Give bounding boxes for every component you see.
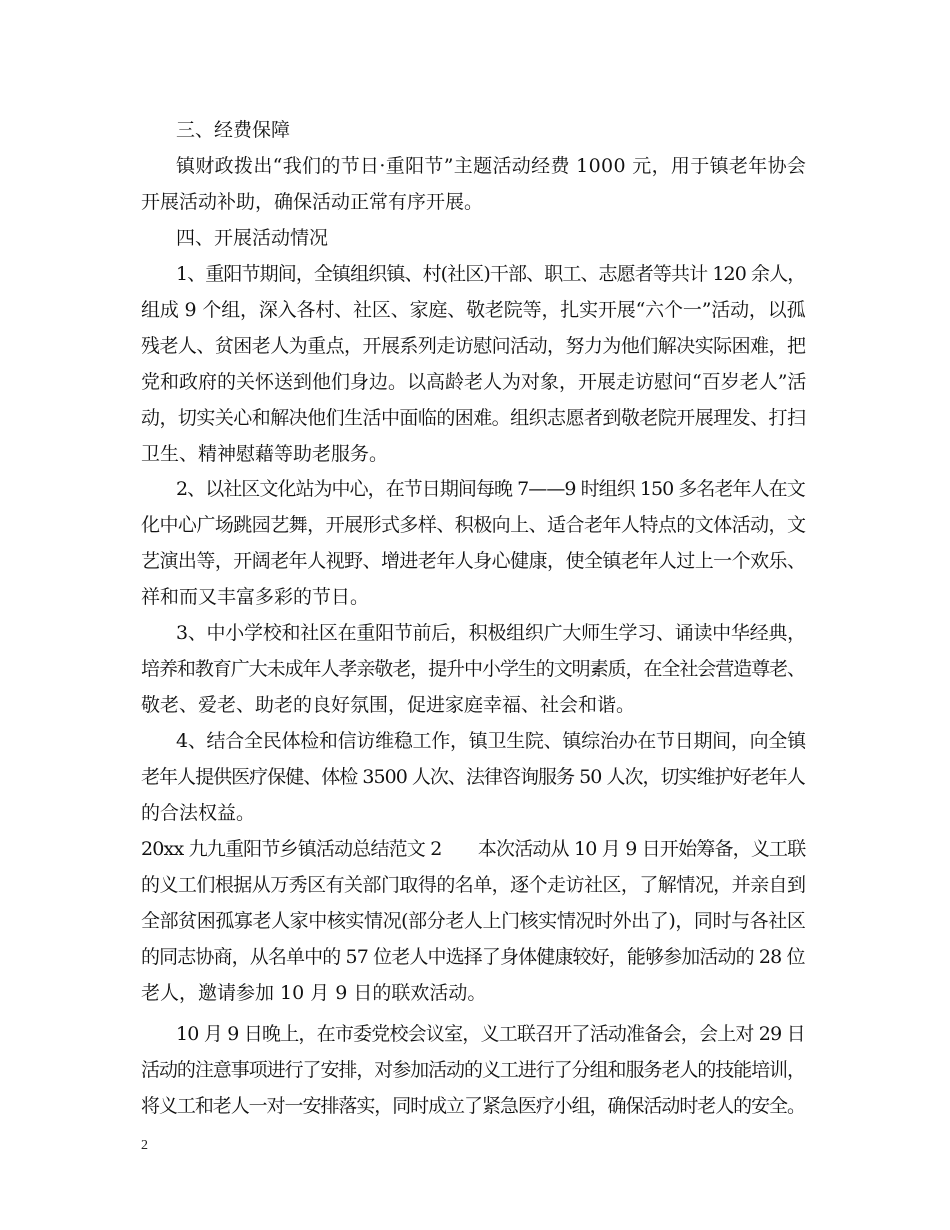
text-line: 的义工们根据从万秀区有关部门取得的名单，逐个走访社区，了解情况，并亲自到 bbox=[141, 874, 806, 896]
text-line: 开展活动补助，确保活动正常有序开展。 bbox=[141, 191, 484, 213]
text-line: 艺演出等，开阔老年人视野、增进老年人身心健康，使全镇老年人过上一个欢乐、 bbox=[141, 550, 806, 572]
text-line: 镇财政拨出“我们的节日·重阳节”主题活动经费 1000 元，用于镇老年协会 bbox=[176, 155, 807, 177]
text-line: 敬老、爱老、助老的良好氛围，促进家庭幸福、社会和谐。 bbox=[141, 694, 636, 716]
text-line: 组成 9 个组，深入各村、社区、家庭、敬老院等，扎实开展“六个一”活动，以孤 bbox=[141, 299, 806, 321]
text-line: 的合法权益。 bbox=[141, 802, 256, 824]
text-line: 的同志协商，从名单中的 57 位老人中选择了身体健康较好，能够参加活动的 28 位 bbox=[141, 946, 805, 968]
text-line: 活动的注意事项进行了安排，对参加活动的义工进行了分组和服务老人的技能培训， bbox=[141, 1059, 805, 1081]
text-line: 残老人、贫困老人为重点，开展系列走访慰问活动，努力为他们解决实际困难，把 bbox=[141, 335, 806, 357]
text-line: 2、以社区文化站为中心，在节日期间每晚 7——9 时组织 150 多名老年人在文 bbox=[176, 478, 805, 500]
text-line: 党和政府的关怀送到他们身边。以高龄老人为对象，开展走访慰问“百岁老人”活 bbox=[141, 371, 807, 393]
text-line: 4、结合全民体检和信访维稳工作，镇卫生院、镇综治办在节日期间，向全镇 bbox=[176, 730, 806, 752]
text-line: 将义工和老人一对一安排落实，同时成立了紧急医疗小组，确保活动时老人的安全。 bbox=[141, 1095, 805, 1117]
text-line: 祥和而又丰富多彩的节日。 bbox=[141, 586, 370, 608]
text-line: 10 月 9 日晚上，在市委党校会议室，义工联召开了活动准备会，会上对 29 日 bbox=[176, 1023, 805, 1045]
text-line: 三、经费保障 bbox=[176, 119, 291, 141]
text-line: 3、中小学校和社区在重阳节前后，积极组织广大师生学习、诵读中华经典， bbox=[176, 622, 806, 644]
text-line: 化中心广场跳园艺舞，开展形式多样、积极向上、适合老年人特点的文体活动，文 bbox=[141, 514, 806, 536]
text-line: 卫生、精神慰藉等助老服务。 bbox=[141, 443, 389, 465]
text-line: 20xx 九九重阳节乡镇活动总结范文 2 本次活动从 10 月 9 日开始筹备，义工联 bbox=[141, 838, 806, 860]
text-line: 1、重阳节期间，全镇组织镇、村(社区)干部、职工、志愿者等共计 120 余人， bbox=[176, 263, 806, 285]
text-line: 动，切实关心和解决他们生活中面临的困难。组织志愿者到敬老院开展理发、打扫 bbox=[141, 407, 806, 429]
text-line: 培养和教育广大未成年人孝亲敬老，提升中小学生的文明素质，在全社会营造尊老、 bbox=[141, 658, 805, 680]
text-line: 全部贫困孤寡老人家中核实情况(部分老人上门核实情况时外出了)，同时与各社区 bbox=[141, 910, 806, 932]
page-number: 2 bbox=[141, 1138, 148, 1153]
text-line: 四、开展活动情况 bbox=[176, 227, 329, 249]
text-line: 老人，邀请参加 10 月 9 日的联欢活动。 bbox=[141, 982, 487, 1004]
text-line: 老年人提供医疗保健、体检 3500 人次、法律咨询服务 50 人次，切实维护好老年人 bbox=[141, 766, 805, 788]
